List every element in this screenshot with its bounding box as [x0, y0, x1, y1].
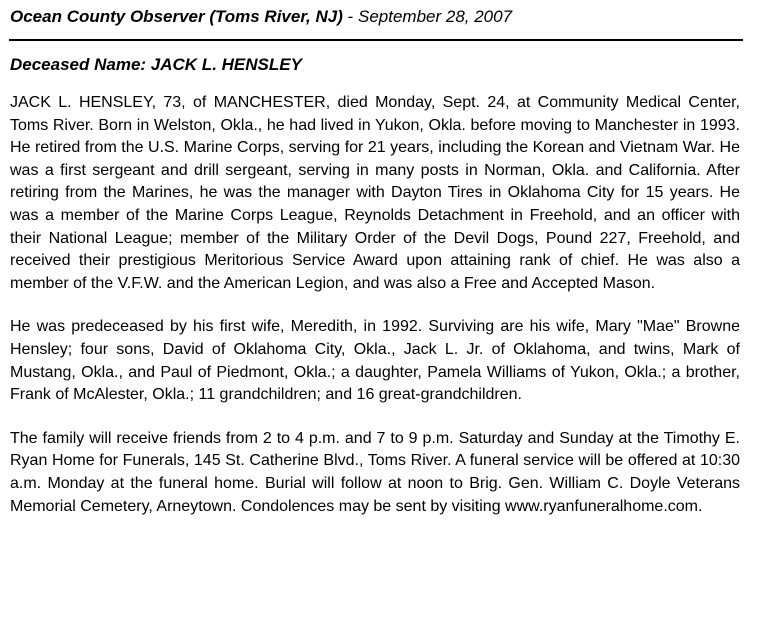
obituary-paragraph-services: The family will receive friends from 2 to 4 p.m. and 7 to 9 p.m. Saturday and Sunday at the Timothy E. Ryan Home for Funerals, 145 St. Catherine Blvd., Toms River. A funeral service will be offered at 10:30 a.m. Monday at the funeral home. Burial will follow at noon to Brig. Gen. William C. Doyle Veterans Memorial Cemetery, Arneytown. Condolences may be sent by visiting www.ryanfuneralhome.com.	[10, 429, 740, 515]
deceased-name-heading: Deceased Name: JACK L. HENSLEY	[10, 55, 302, 74]
header-divider	[9, 39, 743, 41]
newspaper-header	[10, 6, 745, 28]
newspaper-name: Ocean County Observer (Toms River, NJ)	[10, 7, 343, 26]
obituary-paragraph-survivors: He was predeceased by his first wife, Meredith, in 1992. Surviving are his wife, Mary "Mae" Browne Hensley; four sons, David of Oklahoma City, Okla., Jack L. Jr. of Oklahoma, and twins, Mark of Mustang, Okla., and Paul of Piedmont, Okla.; a daughter, Pamela Williams of Yukon, Okla.; a brother, Frank of McAlester, Okla.; 11 grandchildren; and 16 great-grandchildren.	[10, 318, 740, 404]
header-separator: -	[342, 7, 358, 26]
publication-date: September 28, 2007	[357, 7, 513, 26]
obituary-paragraph-biography: JACK L. HENSLEY, 73, of MANCHESTER, died Monday, Sept. 24, at Community Medical Center, Toms River. Born in Welston, Okla., he had lived in Yukon, Okla. before moving to Manchester in 1993. He retired from the U.S. Marine Corps, serving for 21 years, including the Korean and Vietnam War. He was a first sergeant and drill sergeant, serving in many posts in Norman, Okla. and California. After retiring from the Marines, he was the manager with Dayton Tires in Oklahoma City for 15 years. He was a member of the Marine Corps League, Reynolds Detachment in Freehold, and an officer with their National League; member of the Military Order of the Devil Dogs, Pound 227, Freehold, and received their prestigious Meritorious Service Award upon attaining rank of chief. He was also a member of the V.F.W. and the American Legion, and was also a Free and Accepted Mason.	[10, 94, 740, 292]
obituary-body	[10, 92, 740, 539]
